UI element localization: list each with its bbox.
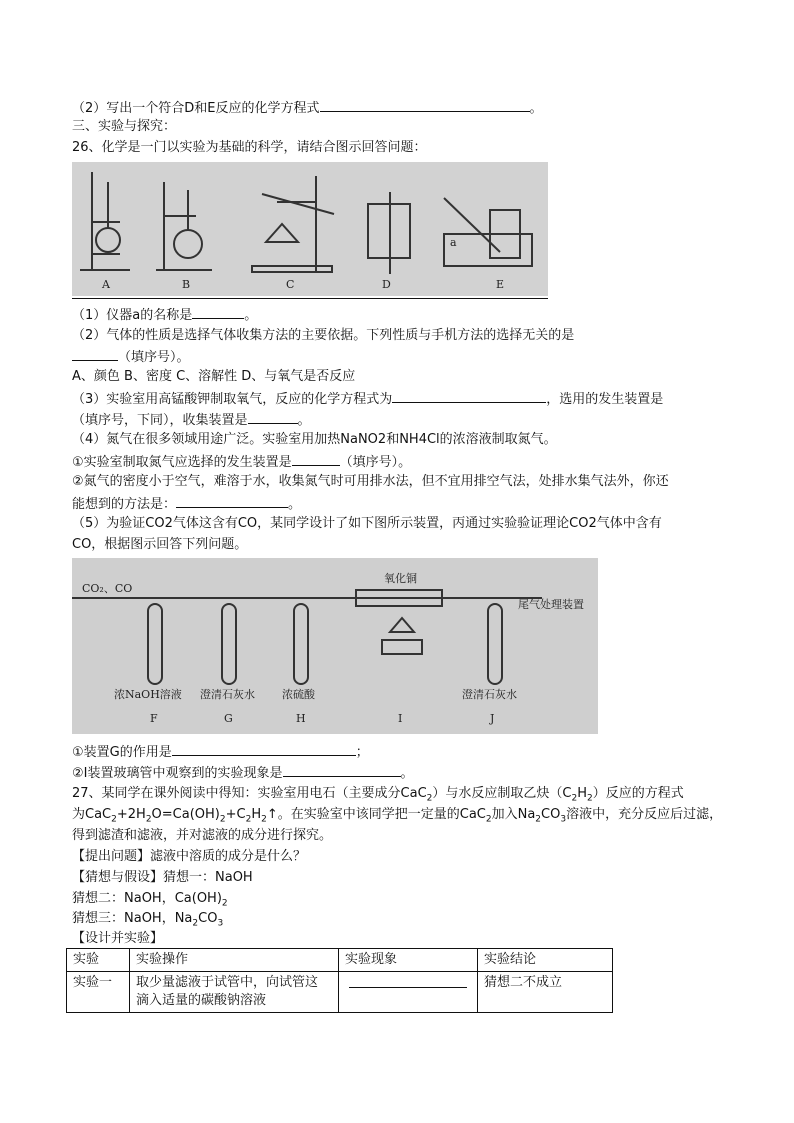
q27-eq-6: ↑。在实验室中该同学把一定量的CaC [266,807,486,822]
design-heading: 【设计并实验】 [72,931,164,946]
fig1-label-e: E [496,278,505,291]
fig2-letter-i: I [398,712,403,725]
fig2-inlet-label: CO₂、CO [82,582,133,595]
q27-eq-3: O=Ca(OH) [151,807,220,822]
fig2-letter-j: J [490,712,495,725]
q26-2-options: A、颜色 B、密度 C、溶解性 D、与氧气是否反应 [72,369,356,384]
q26-3-a-post: ，选用的发生装置是 [546,392,664,407]
fig2-copper-oxide-label: 氧化铜 [384,572,417,585]
answer-blank[interactable] [176,494,288,508]
fig1-label-b: B [182,278,191,291]
q27-text-1: 27、某同学在课外阅读中得知：实验室用电石（主要成分CaC [72,786,427,801]
q26-3-a-text: （3）实验室用高锰酸钾制取氧气，反应的化学方程式为 [72,392,393,407]
q26-5-a: （5）为验证CO2气体这含有CO，某同学设计了如下图所示装置，丙通过实验验证理论CO2气体中含有 [72,516,662,531]
fig1-instrument-a-label: a [450,236,457,249]
answer-blank[interactable] [248,410,298,424]
q26-2-b [72,347,190,367]
q25-2-text: （2）写出一个符合D和E反应的化学方程式 [72,101,320,116]
q26-4-1-post: （填序号）。 [339,455,412,470]
subscript: 2 [587,793,593,804]
subscript: 2 [485,814,492,825]
q26-5-1 [72,742,369,762]
answer-blank[interactable] [320,98,530,112]
fig2-reagent-j: 澄清石灰水 [462,688,517,701]
q26-4-1-text: ①实验室制取氮气应选择的发生装置是 [72,455,292,470]
table-cell-phenomenon [339,972,478,1013]
experiment-table [66,948,613,1013]
operation-line-1: 取少量滤液于试管中，向试管这 [136,975,319,990]
q26-4: （4）氮气在很多领域用途广泛。实验室用加热NaNO2和NH4Cl的浓溶液制取氮气。 [72,432,557,447]
q26-4-2-b-post: 。 [288,497,302,512]
fig2-reagent-h: 浓硫酸 [282,688,315,701]
answer-blank[interactable] [283,763,401,777]
raise-question: 【提出问题】滤液中溶质的成分是什么？ [72,849,307,864]
q26-3-b-post: 。 [297,413,311,428]
q26-4-2-b-text: 能想到的方法是： [72,497,177,512]
q26-1 [72,305,257,325]
q27-eq-8: CO [541,807,561,822]
answer-blank[interactable] [172,742,356,756]
q27-line-2 [72,806,722,829]
subscript: 3 [217,918,224,929]
answer-blank[interactable] [292,452,340,466]
q27-text-3: H [577,786,587,801]
fig2-reagent-g: 澄清石灰水 [200,688,255,701]
q27-eq-2: +2H [116,807,146,822]
q26-2-b-text: （填序号）。 [118,350,190,365]
table-header: 实验 [67,949,130,972]
q26-3-b [72,410,311,430]
q26-5-1-text: ①装置G的作用是 [72,745,172,760]
section-3-heading: 三、实验与探究： [72,119,177,134]
apparatus-figure-2 [72,558,598,734]
fig2-reagent-f: 浓NaOH溶液 [114,688,182,701]
apparatus-figure-1 [72,162,548,296]
q26-3-a [72,389,663,409]
q26-5-2-post: 。 [400,766,414,781]
q27-eq-5: H [251,807,262,822]
q27-eq-7: 加入Na [491,807,536,822]
q26-5-1-post: ； [355,745,369,760]
q27-line-1 [72,785,684,808]
table-header: 实验结论 [478,949,613,972]
fig2-letter-f: F [150,712,158,725]
subscript: 2 [245,814,252,825]
q26-intro: 26、化学是一门以实验为基础的科学，请结合图示回答问题： [72,140,427,155]
q26-1-end: 。 [244,308,258,323]
subscript: 2 [535,814,542,825]
q27-text-2: ）与水反应制取乙炔（C [432,786,572,801]
table-header: 实验操作 [130,949,339,972]
q26-1-text: （1）仪器a的名称是 [72,308,193,323]
answer-blank[interactable] [392,389,546,403]
fig1-label-a: A [102,278,110,291]
q27-text-4: ）反应的方程式 [592,786,684,801]
q26-5-b: CO，根据图示回答下列问题。 [72,537,248,552]
subscript: 2 [571,793,578,804]
table-cell-name: 实验一 [67,972,130,1013]
q27-eq-9: 溶液中，充分反应后过滤， [566,807,723,822]
hypothesis-1: 【猜想与假设】猜想一：NaOH [72,870,253,885]
q25-2-line: （2）写出一个符合D和E反应的化学方程式 。 [72,98,543,118]
q27-eq-1: 为CaC [72,807,112,822]
q26-4-2-b [72,494,301,514]
subscript: 2 [221,898,228,909]
subscript: 2 [111,814,117,825]
fig1-label-d: D [382,278,391,291]
q26-5-2-text: ②I装置玻璃管中观察到的实验现象是 [72,766,283,781]
q26-3-b-text: （填序号，下同），收集装置是 [72,413,248,428]
table-row [67,972,613,1013]
subscript: 2 [192,918,199,929]
table-header: 实验现象 [339,949,478,972]
q27-line-3: 得到滤渣和滤液，并对滤液的成分进行探究。 [72,828,333,843]
subscript: 2 [426,793,433,804]
q26-4-1 [72,452,411,472]
table-cell-operation [130,972,339,1013]
subscript: 2 [145,814,152,825]
fig2-letter-g: G [224,712,233,725]
answer-blank[interactable] [192,305,244,319]
q26-2-a: （2）气体的性质是选择气体收集方法的主要依据。下列性质与手机方法的选择无关的是 [72,328,575,343]
hypothesis-3-text-b: CO [198,911,218,926]
hypothesis-2-text: 猜想二：NaOH，Ca(OH) [72,891,222,906]
table-cell-conclusion: 猜想二不成立 [478,972,613,1013]
figure-underline [72,298,548,299]
fig1-label-c: C [286,278,295,291]
subscript: 2 [261,814,267,825]
subscript: 3 [560,814,567,825]
hypothesis-3-text: 猜想三：NaOH，Na [72,911,193,926]
q26-4-2-a: ②氮气的密度小于空气，难溶于水，收集氮气时可用排水法，但不宜用排空气法，处排水集气法外，你还 [72,474,669,489]
table-header-row [67,949,613,972]
answer-blank[interactable] [72,347,118,361]
answer-blank[interactable] [349,974,467,988]
fig2-letter-h: H [296,712,306,725]
q27-eq-4: +C [225,807,246,822]
subscript: 2 [219,814,226,825]
fig2-tail-gas-label: 尾气处理装置 [518,598,584,611]
q26-5-2 [72,763,414,783]
operation-line-2: 滴入适量的碳酸钠溶液 [136,993,267,1008]
